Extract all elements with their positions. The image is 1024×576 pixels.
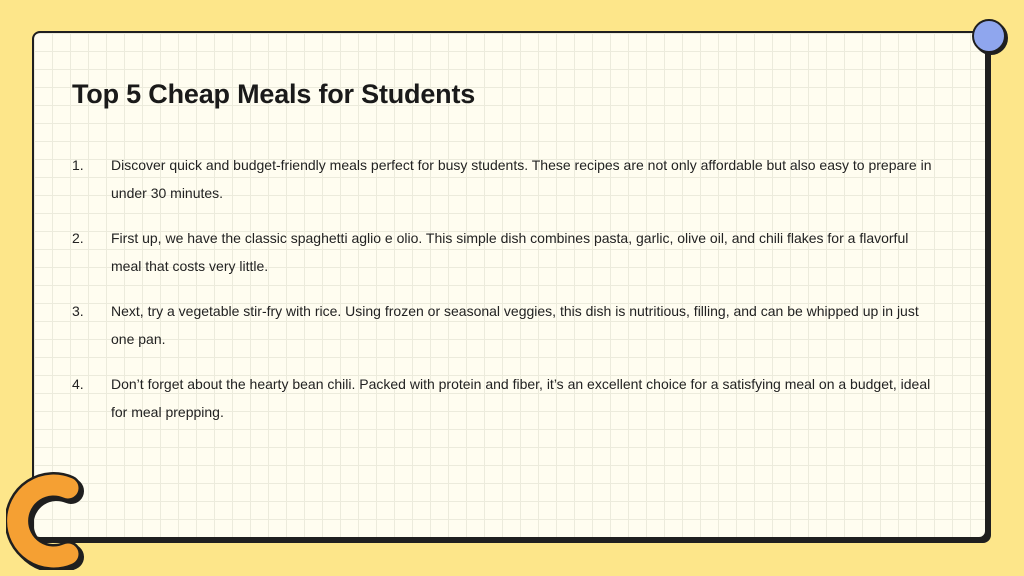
list-item [72,297,932,353]
list-item [72,224,932,280]
decorative-blue-circle [972,19,1006,53]
item-number: 4. [72,376,84,392]
item-number: 2. [72,230,84,246]
slide-title: Top 5 Cheap Meals for Students [72,79,476,109]
list-item [72,151,932,207]
item-text: Discover quick and budget-friendly meals perfect for busy students. These recipes are not only affordable but also easy to prepare in under 30 minutes. [111,157,932,201]
item-number: 3. [72,303,84,319]
list-item [72,370,932,426]
item-number: 1. [72,157,84,173]
item-text: Don’t forget about the hearty bean chili. Packed with protein and fiber, it’s an excellent choice for a satisfying meal on a budget, ideal for meal prepping. [111,376,931,420]
slide-card [32,31,987,539]
meal-list [72,151,932,443]
item-text: Next, try a vegetable stir-fry with rice. Using frozen or seasonal veggies, this dish is nutritious, filling, and can be whipped up in just one pan. [111,303,919,347]
decorative-orange-arc [6,470,86,570]
item-text: First up, we have the classic spaghetti aglio e olio. This simple dish combines pasta, garlic, olive oil, and chili flakes for a flavorful meal that costs very little. [111,230,909,274]
